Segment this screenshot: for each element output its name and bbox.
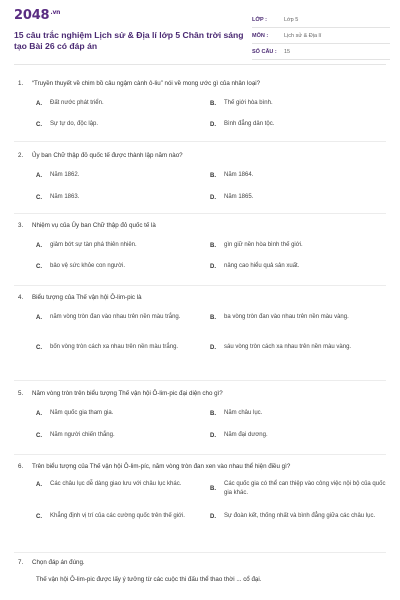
option-b[interactable] [210, 313, 386, 322]
question-stem [14, 222, 386, 229]
option-letter: B. [210, 410, 216, 417]
option-text: năm vòng tròn đan vào nhau trên nền màu trắng. [50, 314, 181, 320]
option-letter: C. [36, 263, 42, 270]
option-text: Các châu lục dễ dàng giao lưu với châu lục khác. [50, 481, 182, 487]
option-letter: A. [36, 481, 42, 488]
option-text: Bình đẳng dân tộc. [224, 121, 275, 127]
question-number: 6. [18, 463, 24, 470]
question-text: Trên biểu tượng của Thế vận hội Ô-lim-píc, năm vòng tròn đan xen vào nhau thể hiện điều gì? [32, 463, 291, 470]
site-logo[interactable] [14, 8, 60, 23]
option-text: Năm 1864. [224, 172, 254, 178]
question-divider [14, 213, 386, 214]
question-4 [14, 294, 386, 375]
option-text: Năm đại dương. [224, 432, 268, 438]
option-d[interactable] [210, 512, 386, 521]
option-letter: B. [210, 486, 216, 492]
options [14, 478, 386, 546]
option-text: Khẳng định vị trí của các cường quốc trên thế giới. [50, 513, 185, 519]
option-c[interactable] [36, 512, 210, 521]
meta-row-subject [252, 28, 390, 44]
option-text: Sự tự do, độc lập. [50, 121, 99, 127]
option-b[interactable] [210, 99, 386, 108]
question-stem [14, 152, 386, 159]
option-d[interactable] [210, 343, 386, 352]
option-letter: C. [36, 432, 42, 439]
option-letter: C. [36, 513, 42, 520]
meta-value: Lịch sử & Địa lí [284, 32, 322, 39]
option-letter: A. [36, 100, 42, 107]
option-text: Năm người chiến thắng. [50, 432, 115, 438]
option-b[interactable] [210, 241, 386, 250]
question-number: 5. [18, 390, 24, 397]
question-7 [14, 559, 386, 583]
question-number: 2. [18, 152, 24, 159]
option-letter: C. [36, 194, 42, 201]
option-c[interactable] [36, 343, 210, 352]
question-text: Chọn đáp án đúng. [32, 559, 85, 566]
option-text: Năm 1863. [50, 194, 80, 200]
options [14, 309, 386, 375]
question-stem [14, 559, 386, 566]
meta-value: 15 [284, 48, 291, 55]
page-title: 15 câu trắc nghiệm Lịch sử & Địa lí lớp 5 Chân trời sáng tạo Bài 26 có đáp án [14, 30, 244, 51]
option-text: Các quốc gia có thể can thiệp vào công việc nội bộ của quốc gia khác. [224, 481, 386, 496]
question-number: 3. [18, 222, 24, 229]
option-b[interactable] [210, 480, 386, 498]
question-stem [14, 294, 386, 301]
option-letter: A. [36, 410, 42, 417]
option-text: ba vòng tròn đan vào nhau trên nền màu vàng. [224, 314, 349, 320]
option-a[interactable] [36, 99, 196, 108]
option-letter: B. [210, 172, 216, 179]
option-c[interactable] [36, 120, 196, 129]
option-letter: D. [210, 263, 216, 270]
options [14, 237, 386, 281]
option-text: Năm châu lục. [224, 410, 263, 416]
option-text: Đất nước phát triển. [50, 100, 104, 106]
question-number: 1. [18, 80, 24, 87]
option-a[interactable] [36, 171, 196, 180]
option-letter: D. [210, 121, 216, 128]
header-divider [14, 64, 386, 65]
option-text: Sự đoàn kết, thống nhất và bình đẳng giữa các châu lục. [224, 513, 376, 519]
document-header [0, 0, 400, 62]
question-number: 4. [18, 294, 24, 301]
option-text: bốn vòng tròn cách xa nhau trên nền màu trắng. [50, 344, 179, 350]
meta-table [252, 12, 390, 60]
option-letter: A. [36, 314, 42, 321]
meta-label: SỐ CÂU : [252, 48, 277, 55]
options [14, 167, 386, 211]
option-a[interactable] [36, 480, 210, 489]
question-text: Năm vòng tròn trên biểu tượng Thế vận hội Ô-lim-pic đại diện cho gì? [32, 390, 223, 397]
question-text: Nhiệm vụ của Ủy ban Chữ thập đỏ quốc tế là [32, 222, 156, 229]
option-d[interactable] [210, 120, 386, 129]
question-text: Ủy ban Chữ thập đỏ quốc tế được thành lập năm nào? [32, 152, 183, 159]
question-stem [14, 390, 386, 397]
option-text: Năm quốc gia tham gia. [50, 410, 114, 416]
question-number: 7. [18, 559, 24, 566]
meta-value: Lớp 5 [284, 16, 299, 23]
option-a[interactable] [36, 409, 196, 418]
logo-text: 2048 [14, 8, 50, 23]
question-text: “Truyền thuyết về chim bồ câu ngậm cành ô-liu” nói về mong ước gì của nhân loại? [32, 80, 261, 87]
option-d[interactable] [210, 193, 386, 202]
option-c[interactable] [36, 262, 196, 271]
question-3 [14, 222, 386, 281]
question-text: Biểu tượng của Thế vận hội Ô-lim-pic là [32, 294, 142, 301]
option-letter: C. [36, 344, 42, 351]
question-stem [14, 80, 386, 87]
question-continuation: Thế vận hội Ô-lim-pic được lấy ý tưởng từ các cuộc thi đấu thể thao thời ... cổ đại. [36, 576, 262, 583]
option-c[interactable] [36, 193, 196, 202]
option-letter: A. [36, 242, 42, 249]
option-a[interactable] [36, 241, 196, 250]
option-letter: B. [210, 314, 216, 321]
option-letter: D. [210, 344, 216, 351]
option-letter: D. [210, 432, 216, 439]
option-letter: D. [210, 513, 216, 520]
question-divider [14, 380, 386, 381]
option-letter: A. [36, 172, 42, 179]
option-text: bảo vệ sức khỏe con người. [50, 263, 126, 269]
question-divider [14, 141, 386, 142]
question-divider [14, 285, 386, 286]
question-2 [14, 152, 386, 211]
question-1 [14, 80, 386, 139]
meta-row-count [252, 44, 390, 60]
logo-suffix: .vn [50, 8, 61, 16]
question-divider [14, 552, 386, 553]
option-a[interactable] [36, 313, 210, 322]
meta-label: MÔN : [252, 32, 269, 39]
option-letter: B. [210, 242, 216, 249]
option-letter: C. [36, 121, 42, 128]
meta-row-grade [252, 12, 390, 28]
option-text: giảm bớt sự tàn phá thiên nhiên. [50, 242, 137, 248]
option-text: sáu vòng tròn cách xa nhau trên nền màu vàng. [224, 344, 352, 350]
meta-label: LỚP : [252, 16, 267, 23]
option-b[interactable] [210, 171, 386, 180]
question-stem [14, 463, 386, 470]
option-text: gìn giữ nền hòa bình thế giới. [224, 242, 303, 248]
option-letter: D. [210, 194, 216, 201]
option-b[interactable] [210, 409, 386, 418]
options [14, 95, 386, 139]
option-c[interactable] [36, 431, 196, 440]
question-divider [14, 454, 386, 455]
option-text: Năm 1862. [50, 172, 80, 178]
option-text: Thế giới hòa bình. [224, 100, 273, 106]
question-5 [14, 390, 386, 449]
question-6 [14, 463, 386, 546]
option-letter: B. [210, 100, 216, 107]
option-d[interactable] [210, 431, 386, 440]
option-text: nâng cao hiểu quả sản xuất. [224, 263, 300, 269]
option-d[interactable] [210, 262, 386, 271]
options [14, 405, 386, 449]
option-text: Năm 1865. [224, 194, 254, 200]
